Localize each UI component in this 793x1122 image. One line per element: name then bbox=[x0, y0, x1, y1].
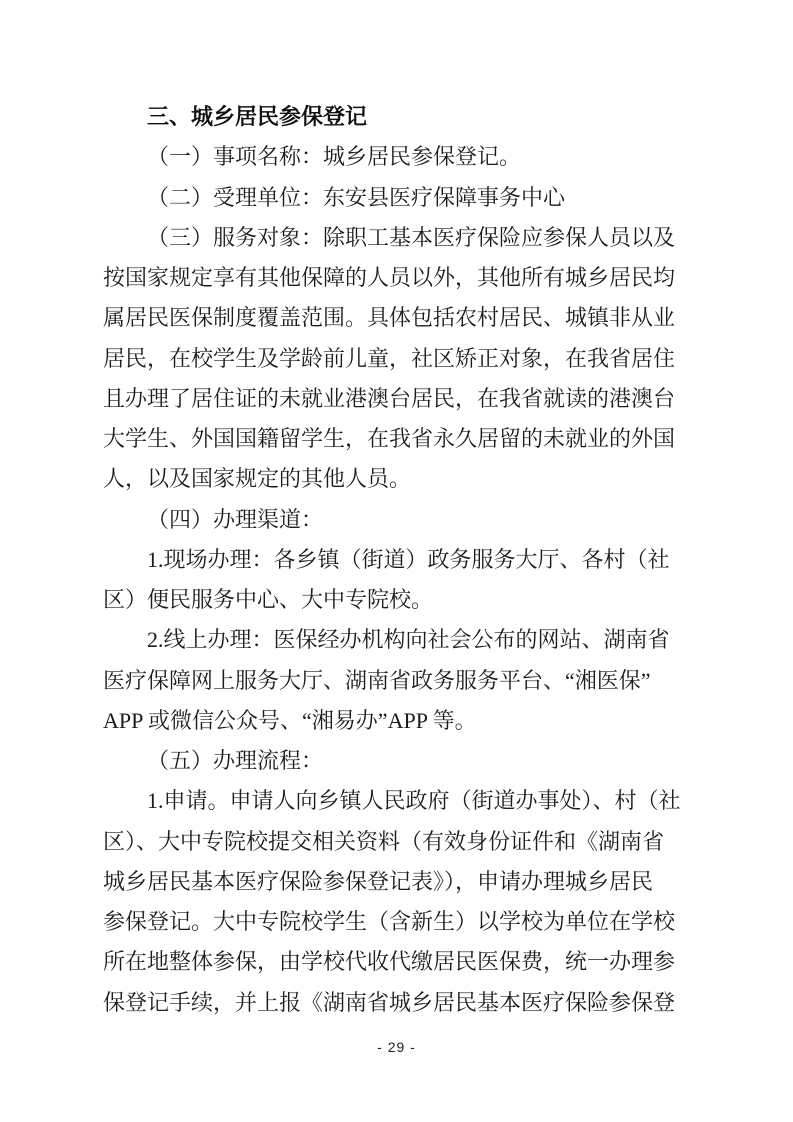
doc-line: 城乡居民基本医疗保险参保登记表》），申请办理城乡居民 bbox=[103, 868, 654, 894]
doc-line: 保登记手续，并上报《湖南省城乡居民基本医疗保险参保登 bbox=[103, 989, 676, 1015]
doc-line: 区）便民服务中心、大中专院校。 bbox=[103, 587, 434, 612]
doc-line: 居民，在校学生及学龄前儿童，社区矫正对象，在我省居住 bbox=[103, 345, 676, 371]
doc-line: 医疗保障网上服务大厅、湖南省政务服务平台、“湘医保” bbox=[103, 667, 651, 693]
doc-line: 属居民医保制度覆盖范围。具体包括农村居民、城镇非从业 bbox=[103, 305, 676, 331]
page-number: - 29 - bbox=[377, 1039, 416, 1055]
doc-line: 2.线上办理：医保经办机构向社会公布的网站、湖南省 bbox=[147, 627, 670, 653]
doc-line: APP 或微信公众号、“湘易办”APP 等。 bbox=[103, 707, 477, 733]
doc-line: （三）服务对象：除职工基本医疗保险应参保人员以及 bbox=[147, 224, 676, 250]
doc-line: 大学生、外国国籍留学生，在我省永久居留的未就业的外国 bbox=[103, 426, 676, 451]
doc-line: （四）办理渠道： bbox=[147, 506, 324, 532]
doc-line: 1.现场办理：各乡镇（街道）政务服务大厅、各村（社 bbox=[147, 546, 670, 572]
doc-line: 人，以及国家规定的其他人员。 bbox=[103, 466, 412, 492]
doc-line: （一）事项名称：城乡居民参保登记。 bbox=[147, 144, 522, 170]
doc-line: 参保登记。大中专院校学生（含新生）以学校为单位在学校 bbox=[103, 909, 676, 934]
section-heading: 三、城乡居民参保登记 bbox=[147, 104, 368, 129]
doc-line: 按国家规定享有其他保障的人员以外，其他所有城乡居民均 bbox=[103, 265, 676, 290]
doc-line: 所在地整体参保，由学校代收代缴居民医保费，统一办理参 bbox=[103, 949, 676, 975]
doc-line: （二）受理单位：东安县医疗保障事务中心 bbox=[147, 184, 566, 210]
document-body bbox=[103, 97, 693, 1023]
doc-line: 1.申请。申请人向乡镇人民政府（街道办事处）、村（社 bbox=[147, 788, 681, 814]
doc-line: 且办理了居住证的未就业港澳台居民，在我省就读的港澳台 bbox=[103, 385, 676, 411]
doc-line: （五）办理流程： bbox=[147, 748, 324, 773]
doc-line: 区）、大中专院校提交相关资料（有效身份证件和《湖南省 bbox=[103, 828, 665, 854]
